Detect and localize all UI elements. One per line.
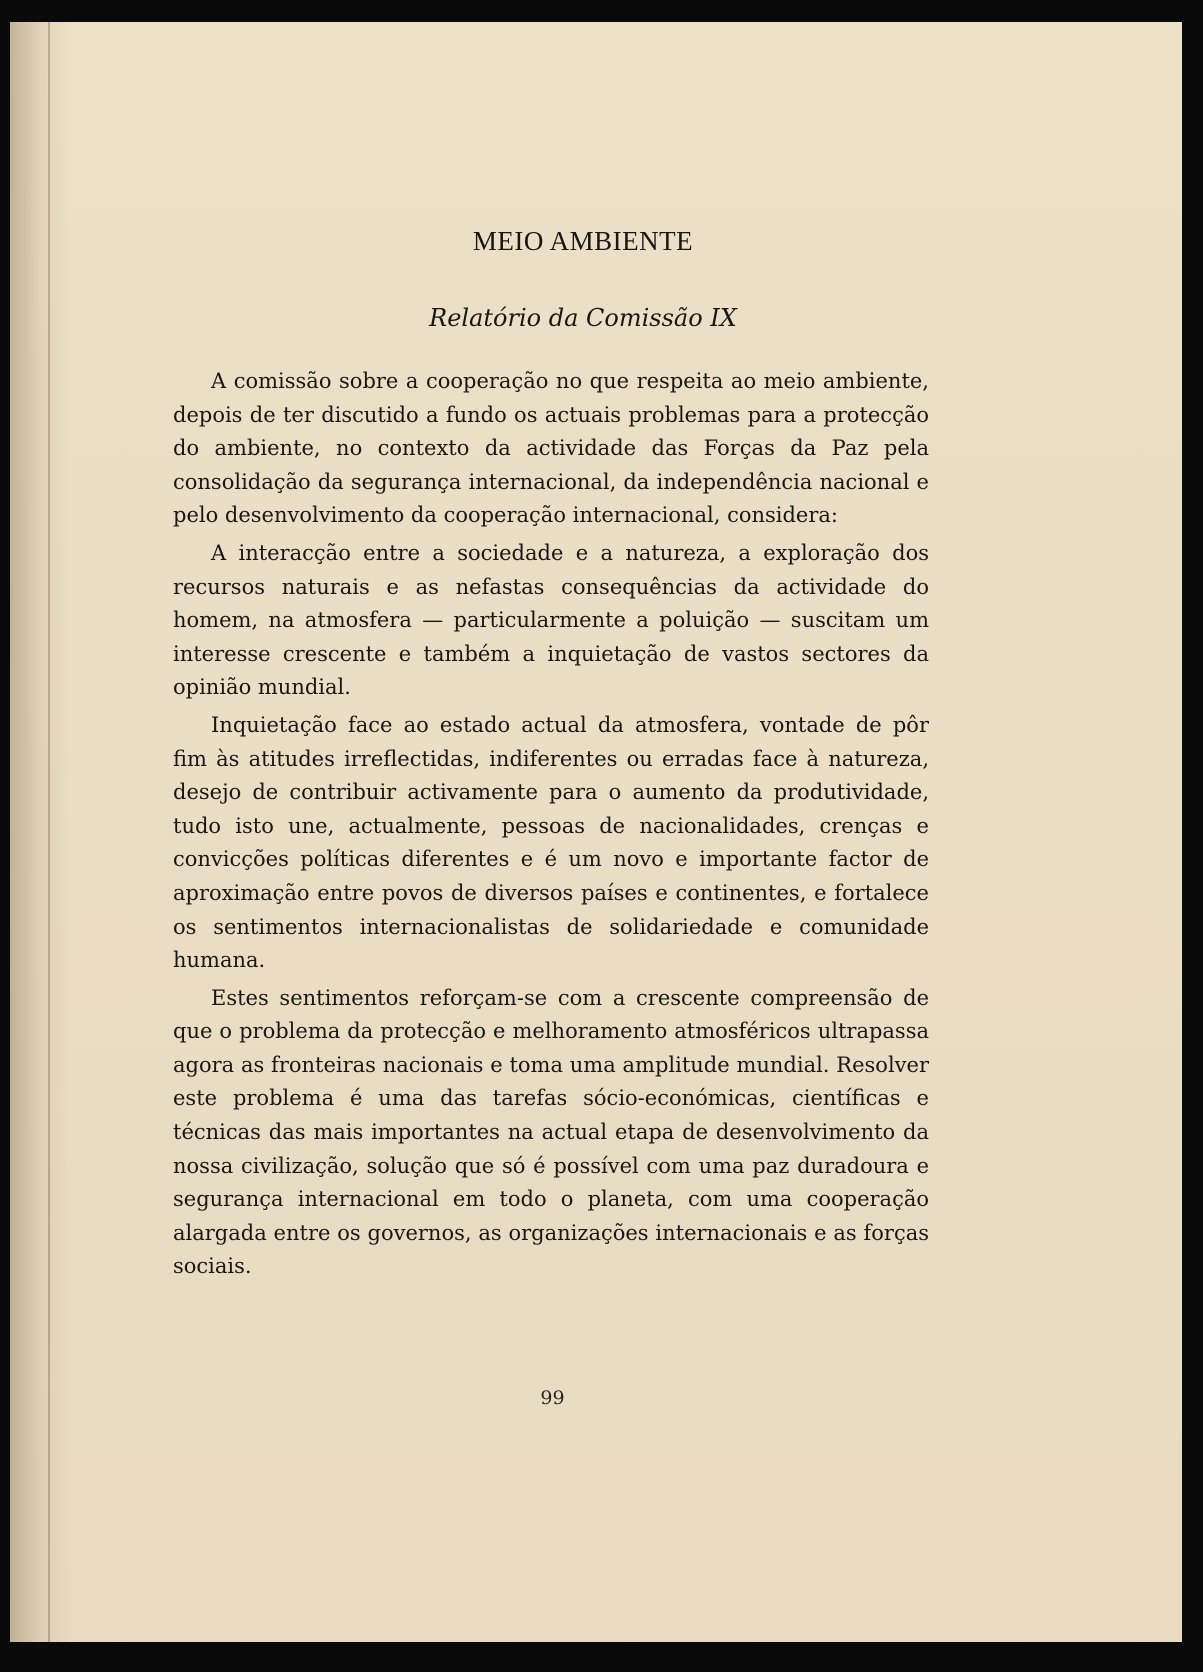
paragraph-3: Inquietação face ao estado actual da atmosfera, vontade de pôr fim às atitudes irreflectidas, indiferentes ou erradas face à natureza, desejo de contribuir activamente para o aumento da produtividade, tudo isto une, actualmente, pessoas de nacionalidades, crenças e convicções políticas diferentes e é um novo e importante factor de aproximação entre povos de diversos países e continentes, e fortalece os sentimentos internacionalistas de solidariedade e comunidade humana. [173,712,929,973]
page-title: MEIO AMBIENTE [472,226,694,256]
paragraph-2: A interacção entre a sociedade e a natureza, a exploração dos recursos naturais e as nefastas consequências da actividade do homem, na atmosfera — particularmente a poluição — suscitam um interesse crescente e também a inquietação de vastos sectores da opinião mundial. [173,540,929,700]
page-subtitle: Relatório da Comissão IX [429,304,737,332]
paragraph-1: A comissão sobre a cooperação no que respeita ao meio ambiente, depois de ter discutido a fundo os actuais problemas para a protecção do ambiente, no contexto da actividade das Forças da Paz pela consolidação da segurança internacional, da independência nacional e pelo desenvolvimento da cooperação internacional, considera: [173,369,929,528]
book-page [10,22,1182,1642]
paragraph-4: Estes sentimentos reforçam-se com a crescente compreensão de que o problema da protecção e melhoramento atmosféricos ultrapassa agora as fronteiras nacionais e toma uma amplitude mundial. Resolver este problema é uma das tarefas sócio-económicas, científicas e técnicas das mais importantes na actual etapa de desenvolvimento da nossa civilização, solução que só é possível com uma paz duradoura e segurança internacional em todo o planeta, com uma cooperação alargada entre os governos, as organizações internacionais e as forças sociais. [173,985,929,1279]
text-block [173,222,929,1284]
page-number: 99 [540,1387,565,1409]
